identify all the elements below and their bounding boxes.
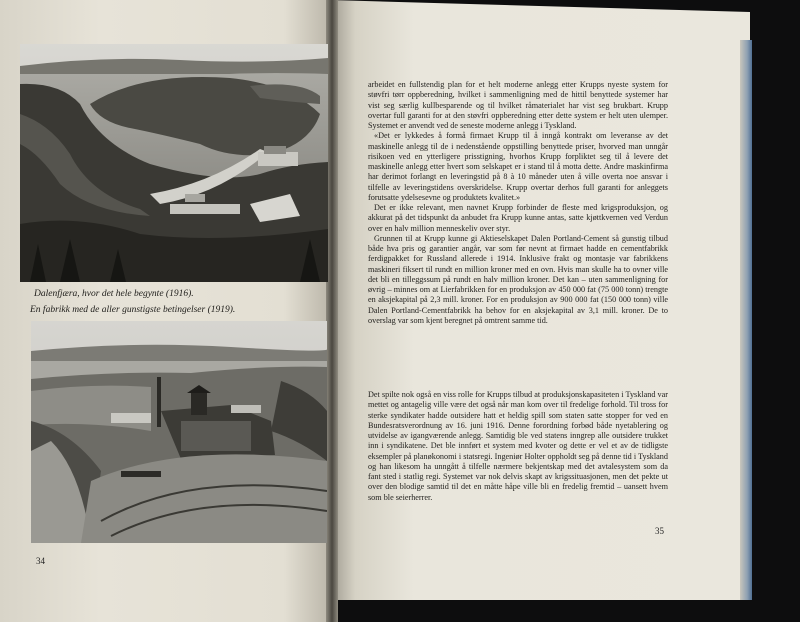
paragraph-1: arbeidet en fullstendig plan for et helt moderne anlegg etter Krupps nyeste system for støvfri tørr oppberedning, hvilket i sammenligning med de hittil benyttede systemer har vist seg særlig kullbesparende og til hvilket råmaterialet har vist seg brukbart. Krupp overtar full garanti for at den støvfri oppberedning etter dette system er helt uten ulemper. Systemet er anvendt ved de seneste moderne anlegg i Tyskland. bbox=[368, 80, 668, 130]
caption-top: Dalenfjæra, hvor det hele begynte (1916). bbox=[34, 289, 194, 299]
page-number-left: 34 bbox=[36, 556, 45, 566]
paragraph-4: Grunnen til at Krupp kunne gi Aktieselskapet Dalen Portland-Cement så gunstig tilbud både hva pris og garantier angår, var som før nevnt at firmaet hadde en cementfabrikk ferdigpakket for Russland allerede i 1914. Inklusive frakt og montasje var fabrikkens maskineri fiksert til rundt en million kroner med en ovn. Hvis man skulle ha to ovner ville det bli en tilleggssum på rundt en halv million kroner. Det kan – uten sammenligning for øvrig – minnes om at Lierfabrikken for en produksjon av 450 000 fat (75 000 tonn) trengte en aksjekapital på 2,3 mill. kroner. For en produksjon av 900 000 fat (150 000 tonn) ville Dalen Portland-Cementfabrikk ha behov for en aksjekapital av 3,1 mill. kroner. De to overslag var som kjent beregnet på omtrent samme tid. bbox=[368, 233, 668, 325]
body-text-block-2 bbox=[368, 390, 668, 503]
paragraph-5: Det spilte nok også en viss rolle for Krupps tilbud at produksjonskapasiteten i Tyskland var mettet og antagelig ville være det også når man kom over til fredelige forhold. Til tross for sterke syndikater hadde outsidere hatt et heldig spill som staten satte stopper for ved en Bundesratsverordnung av 16. juni 1916. Denne forordning forbød både nyetablering og utvidelse av igangværende anlegg. Samtidig ble ved statens inngrep alle outsidere trukket inn i syndikatene. Det ble innført et system med kvoter og dette er vel et av de tidligste eksempler på planøkonomi i statsregi. Ingeniør Holter oppholdt seg på denne tid i Tyskland og han likesom ha unngått å tilfelle nærmere bekjentskap med det avtalesystem som da fant sted i statlig regi. Systemet var nok delvis skapt av krigssituasjonen, men det pekte ut over den blodige samtid til det en måtte håpe ville bli en fredelig fremtid – uansett hvem som ble seierherrer. bbox=[368, 390, 668, 502]
fjord-photo bbox=[20, 44, 328, 282]
caption-bottom: En fabrikk med de aller gunstigste betingelser (1919). bbox=[30, 305, 236, 315]
paragraph-3: Det er ikke relevant, men navnet Krupp forbinder de fleste med krigsproduksjon, og akkurat på det tidspunkt da anbudet fra Krupp kunne antas, satte kjøttkvernen ved Verdun over en halv million menneskeliv over styr. bbox=[368, 203, 668, 233]
factory-photo bbox=[31, 321, 327, 543]
page-number-right: 35 bbox=[655, 526, 664, 536]
body-text-block-1 bbox=[368, 80, 668, 326]
paragraph-2: «Det er lykkedes å formå firmaet Krupp til å inngå kontrakt om leveranse av det maskinelle anlegg til de i nedenstående oppstilling benyttede priser, hvorved man unngår risikoen ved en ytterligere prisstigning, hvorhos Krupp forpliktet seg til å levere det maskinelle anlegg etter hvert som selskapet er i stand til å motta dette. Andre maskinfirma har derimot forlangt en leveringstid på 8 à 10 måneder uten å ville overta noe ansvar i tilfelle av leveringstidens overskridelse. Krupp overtar derhos full garanti for anleggets forutsatte ydelsesevne og produktets kvalitet.» bbox=[368, 131, 668, 202]
page-edge bbox=[740, 40, 752, 600]
